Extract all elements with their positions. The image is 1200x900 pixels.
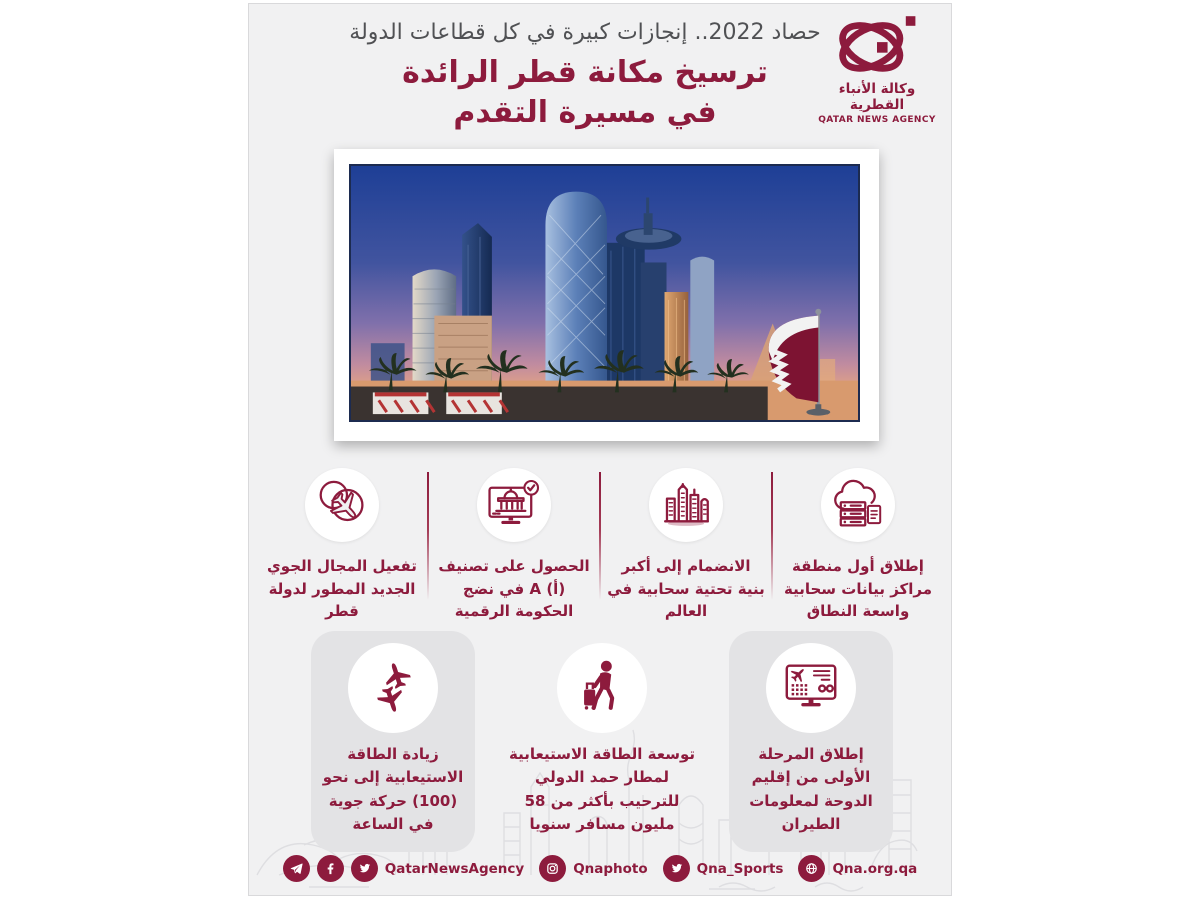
achievement-item-datacenters xyxy=(773,468,943,623)
twin-planes-icon xyxy=(362,657,424,719)
infographic-panel xyxy=(248,3,952,896)
airspace-plane-icon xyxy=(313,476,371,534)
qna-logo-name-arabic: وكالة الأنباء القطرية xyxy=(838,81,916,113)
achievement-text: إطلاق المرحلة الأولى من إقليم الدوحة لمعلومات الطيران xyxy=(749,745,873,833)
qna-logo-name-english: QATAR NEWS AGENCY xyxy=(818,115,936,125)
skyline-photo-frame xyxy=(334,149,879,441)
achievement-item-digital-government xyxy=(429,468,599,623)
main-title-line2: في مسيرة التقدم xyxy=(453,94,717,130)
instagram-icon[interactable] xyxy=(539,855,566,882)
achievements-row-1 xyxy=(257,468,943,623)
qna-logo-icon xyxy=(829,14,925,76)
vertical-divider xyxy=(427,472,429,600)
cloud-datacenter-icon xyxy=(829,476,887,534)
vertical-divider xyxy=(771,472,773,600)
main-title-line1: ترسيخ مكانة قطر الرائدة xyxy=(402,55,768,90)
header-kicker: حصاد 2022.. إنجازات كبيرة في كل قطاعات الدولة xyxy=(349,20,821,45)
handle-label[interactable]: Qna.org.qa xyxy=(832,860,918,877)
social-bar xyxy=(249,855,951,882)
city-skyline-icon xyxy=(657,476,715,534)
qna-logo xyxy=(813,14,941,125)
achievement-text: تفعيل المجال الجوي الجديد المطور لدولة قطر xyxy=(267,557,417,620)
achievement-text: توسعة الطاقة الاستيعابية لمطار حمد الدولي للترحيب بأكثر من 58 مليون مسافر سنويا xyxy=(509,745,695,833)
achievement-text: الانضمام إلى أكبر بنية تحتية سحابية في العالم xyxy=(607,557,765,620)
header xyxy=(304,20,866,132)
flight-info-monitor-icon xyxy=(780,657,842,719)
handle-label[interactable]: Qnaphoto xyxy=(573,860,648,877)
achievement-card-air-traffic xyxy=(311,631,475,852)
vertical-divider xyxy=(599,472,601,600)
achievement-item-airport-expansion xyxy=(496,631,708,852)
achievements-row-2 xyxy=(311,631,893,852)
achievement-text: إطلاق أول منطقة مراكز بيانات سحابية واسعة النطاق xyxy=(783,557,933,620)
achievement-text: الحصول على تصنيف (أ) A في نضج الحكومة الرقمية xyxy=(438,557,590,620)
handle-label[interactable]: QatarNewsAgency xyxy=(384,860,525,877)
traveler-icon xyxy=(571,657,633,719)
achievement-item-cloud-infrastructure xyxy=(601,468,771,623)
doha-skyline-photo xyxy=(349,164,860,422)
social-group-website xyxy=(798,855,917,882)
achievement-text: زيادة الطاقة الاستيعابية إلى نحو (100) حركة جوية في الساعة xyxy=(322,745,464,833)
social-group-sports xyxy=(663,855,784,882)
achievement-item-airspace xyxy=(257,468,427,623)
facebook-icon[interactable] xyxy=(317,855,344,882)
social-group-main xyxy=(283,855,524,882)
twitter-icon[interactable] xyxy=(663,855,690,882)
telegram-icon[interactable] xyxy=(283,855,310,882)
social-group-instagram xyxy=(539,855,647,882)
twitter-icon[interactable] xyxy=(351,855,378,882)
handle-label[interactable]: Qna_Sports xyxy=(696,860,784,877)
digital-government-icon xyxy=(485,476,543,534)
globe-icon[interactable] xyxy=(798,855,825,882)
achievement-card-flight-info xyxy=(729,631,893,852)
